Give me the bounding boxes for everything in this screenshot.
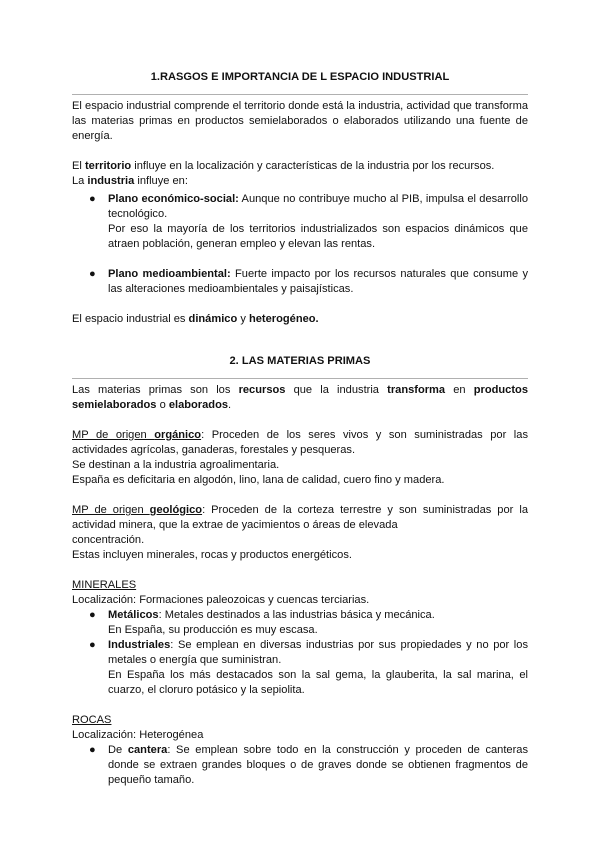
geologico-paragraph: MP de origen geológico: Proceden de la corteza terrestre y son suministradas por la actividad minera, que la extrae de yacimientos o áreas de elevada bbox=[72, 504, 528, 531]
minerales-list bbox=[72, 608, 528, 698]
list-item: ● Plano medioambiental: Fuerte impacto por los recursos naturales que consume y las alteraciones medioambientales y paisajísticas. bbox=[89, 268, 529, 295]
section-2-divider bbox=[72, 378, 528, 379]
geologico-line-3: Estas incluyen minerales, rocas y productos energéticos. bbox=[72, 549, 352, 561]
organico-paragraph: MP de origen orgánico: Proceden de los seres vivos y son suministradas por las actividades agrícolas, ganaderas, forestales y pesqueras. bbox=[72, 429, 528, 456]
planes-list bbox=[72, 192, 528, 297]
section-1-divider bbox=[72, 94, 528, 95]
list-item: ● Plano económico-social: Aunque no contribuye mucho al PIB, impulsa el desarrollo tecnológico. Por eso la mayoría de los territorios industrializados son espacios dinámicos que atraen población, generan empleo y elevan las rentas. bbox=[89, 193, 529, 250]
minerales-location: Localización: Formaciones paleozoicas y cuencas terciarias. bbox=[72, 594, 370, 606]
industria-paragraph: La industria influye en: bbox=[72, 175, 188, 187]
document-page bbox=[72, 70, 528, 788]
rocas-location: Localización: Heterogénea bbox=[72, 729, 204, 741]
bullet-icon: ● bbox=[89, 639, 96, 651]
bullet-icon: ● bbox=[89, 268, 96, 280]
conclusion-paragraph: El espacio industrial es dinámico y heterogéneo. bbox=[72, 313, 319, 325]
organico-line-2: Se destinan a la industria agroalimentaria. bbox=[72, 459, 280, 471]
bullet-icon: ● bbox=[89, 193, 96, 205]
bullet-icon: ● bbox=[89, 609, 96, 621]
list-item: ● De cantera: Se emplean sobre todo en la construcción y proceden de canteras donde se extraen grandes bloques o de graves donde se obtienen fragmentos de pequeño tamaño. bbox=[89, 744, 529, 786]
list-item: ● Metálicos: Metales destinados a las industrias básica y mecánica. En España, su producción es muy escasa. bbox=[89, 609, 435, 636]
list-item: ● Industriales: Se emplean en diversas industrias por sus propiedades y no por los metales o energía que suministran. En España los más destacados son la sal gema, la glauberita, la sal marina, el cuarzo, el cloruro potásico y la sepiolita. bbox=[89, 639, 528, 696]
organico-line-3: España es deficitaria en algodón, lino, lana de calidad, cuero fino y madera. bbox=[72, 474, 445, 486]
territorio-paragraph: El territorio influye en la localización y características de la industria por los recursos. bbox=[72, 160, 495, 172]
minerales-heading: MINERALES bbox=[72, 579, 137, 591]
section-2-title: 2. LAS MATERIAS PRIMAS bbox=[229, 355, 371, 367]
rocas-heading: ROCAS bbox=[72, 714, 112, 726]
geologico-line-2: concentración. bbox=[72, 534, 145, 546]
section-1-title: 1.RASGOS E IMPORTANCIA DE L ESPACIO INDUSTRIAL bbox=[150, 71, 450, 83]
section-2-intro: Las materias primas son los recursos que la industria transforma en productos semielaborados o elaborados. bbox=[72, 384, 528, 411]
bullet-icon: ● bbox=[89, 744, 96, 756]
rocas-list bbox=[72, 743, 528, 788]
section-1-intro: El espacio industrial comprende el territorio donde está la industria, actividad que transforma las materias primas en productos semielaborados o elaborados utilizando una fuente de energía. bbox=[72, 100, 528, 142]
